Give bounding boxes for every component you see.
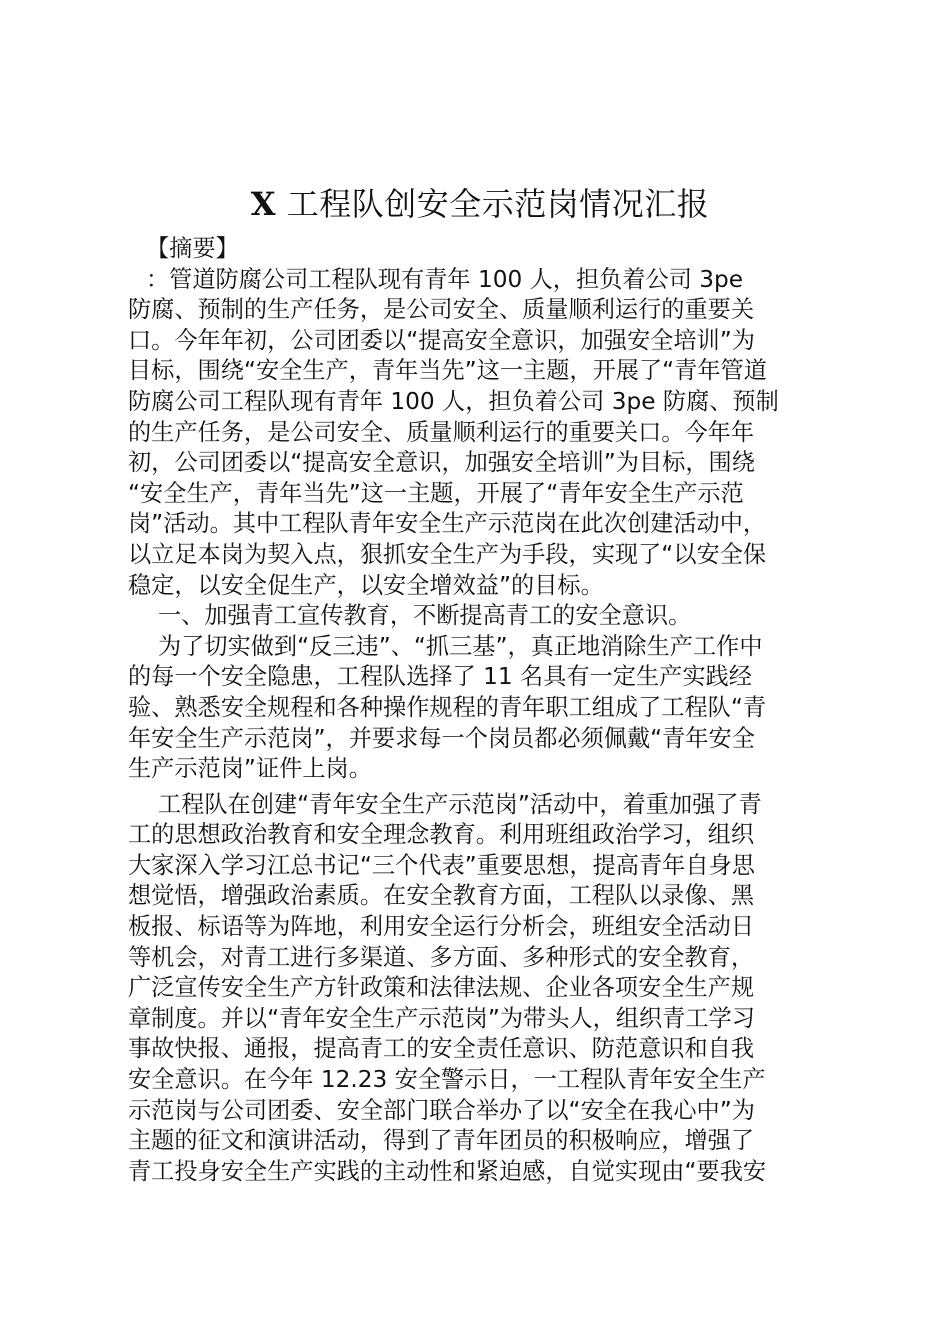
- body-line: 年安全生产示范岗”，并要求每一个岗员都必须佩戴“青年安全: [128, 724, 755, 752]
- body-line: 章制度。并以“青年安全生产示范岗”为带头人，组织青工学习: [128, 1004, 755, 1032]
- body-line: 稳定，以安全促生产，以安全增效益”的目标。: [128, 571, 604, 599]
- body-line: 目标，围绕“安全生产，青年当先”这一主题，开展了“青年管道: [128, 357, 767, 385]
- body-line: 示范岗与公司团委、安全部门联合举办了以“安全在我心中”为: [128, 1096, 755, 1124]
- body-line: 广泛宣传安全生产方针政策和法律法规、企业各项安全生产规: [128, 974, 755, 1002]
- body-line: [128, 1187, 832, 1218]
- body-line: 的每一个安全隐患，工程队选择了 11 名具有一定生产实践经: [128, 663, 752, 691]
- document-page: [128, 180, 832, 1218]
- body-line: 防腐、预制的生产任务，是公司安全、质量顺利运行的重要关: [128, 296, 755, 324]
- body-line: 的生产任务，是公司安全、质量顺利运行的重要关口。今年年: [128, 418, 755, 446]
- body-line: 大家深入学习江总书记“三个代表”重要思想，提高青年自身思: [128, 851, 755, 879]
- title-prefix: X: [250, 185, 277, 223]
- body-line: 岗”活动。其中工程队青年安全生产示范岗在此次创建活动中，: [128, 510, 767, 538]
- body-line: 安全意识。在今年 12.23 安全警示日，一工程队青年安全生产: [128, 1066, 766, 1094]
- body-line: 生产示范岗”证件上岗。: [128, 755, 372, 783]
- body-line: 主题的征文和演讲活动，得到了青年团员的积极响应，增强了: [128, 1127, 755, 1155]
- abstract-label: 【摘要】: [146, 235, 239, 262]
- body-line: 以立足本岗为契入点，狠抓安全生产为手段，实现了“以安全保: [128, 540, 767, 568]
- body-line: “安全生产，青年当先”这一主题，开展了“青年安全生产示范: [128, 479, 744, 507]
- body-line: 想觉悟，增强政治素质。在安全教育方面，工程队以录像、黑: [128, 882, 755, 910]
- document-title: [128, 180, 832, 228]
- body-line: 板报、标语等为阵地，利用安全运行分析会，班组安全活动日: [128, 913, 755, 941]
- body-line: 防腐公司工程队现有青年 100 人，担负着公司 3pe 防腐、预制: [128, 387, 779, 415]
- body-line: 工程队在创建“青年安全生产示范岗”活动中，着重加强了青: [158, 790, 762, 818]
- body-line: 工的思想政治教育和安全理念教育。利用班组政治学习，组织: [128, 821, 755, 849]
- body-line: 验、熟悉安全规程和各种操作规程的青年职工组成了工程队“青: [128, 693, 767, 721]
- body-line: 初，公司团委以“提高安全意识，加强安全培训”为目标，围绕: [128, 449, 755, 477]
- section-heading: 一、加强青工宣传教育，不断提高青工的安全意识。: [158, 602, 692, 630]
- title-text: 工程队创安全示范岗情况汇报: [276, 185, 710, 223]
- body-line: 青工投身安全生产实践的主动性和紧迫感，自觉实现由“要我安: [128, 1157, 767, 1185]
- body-line: 等机会，对青工进行多渠道、多方面、多种形式的安全教育，: [128, 943, 755, 971]
- body-line: 口。今年年初，公司团委以“提高安全意识，加强安全培训”为: [128, 326, 755, 354]
- body-line: 为了切实做到“反三违”、“抓三基”，真正地消除生产工作中: [158, 632, 763, 660]
- body-line: 事故快报、通报，提高青工的安全责任意识、防范意识和自我: [128, 1035, 755, 1063]
- body-line: ：管道防腐公司工程队现有青年 100 人，担负着公司 3pe: [146, 265, 744, 293]
